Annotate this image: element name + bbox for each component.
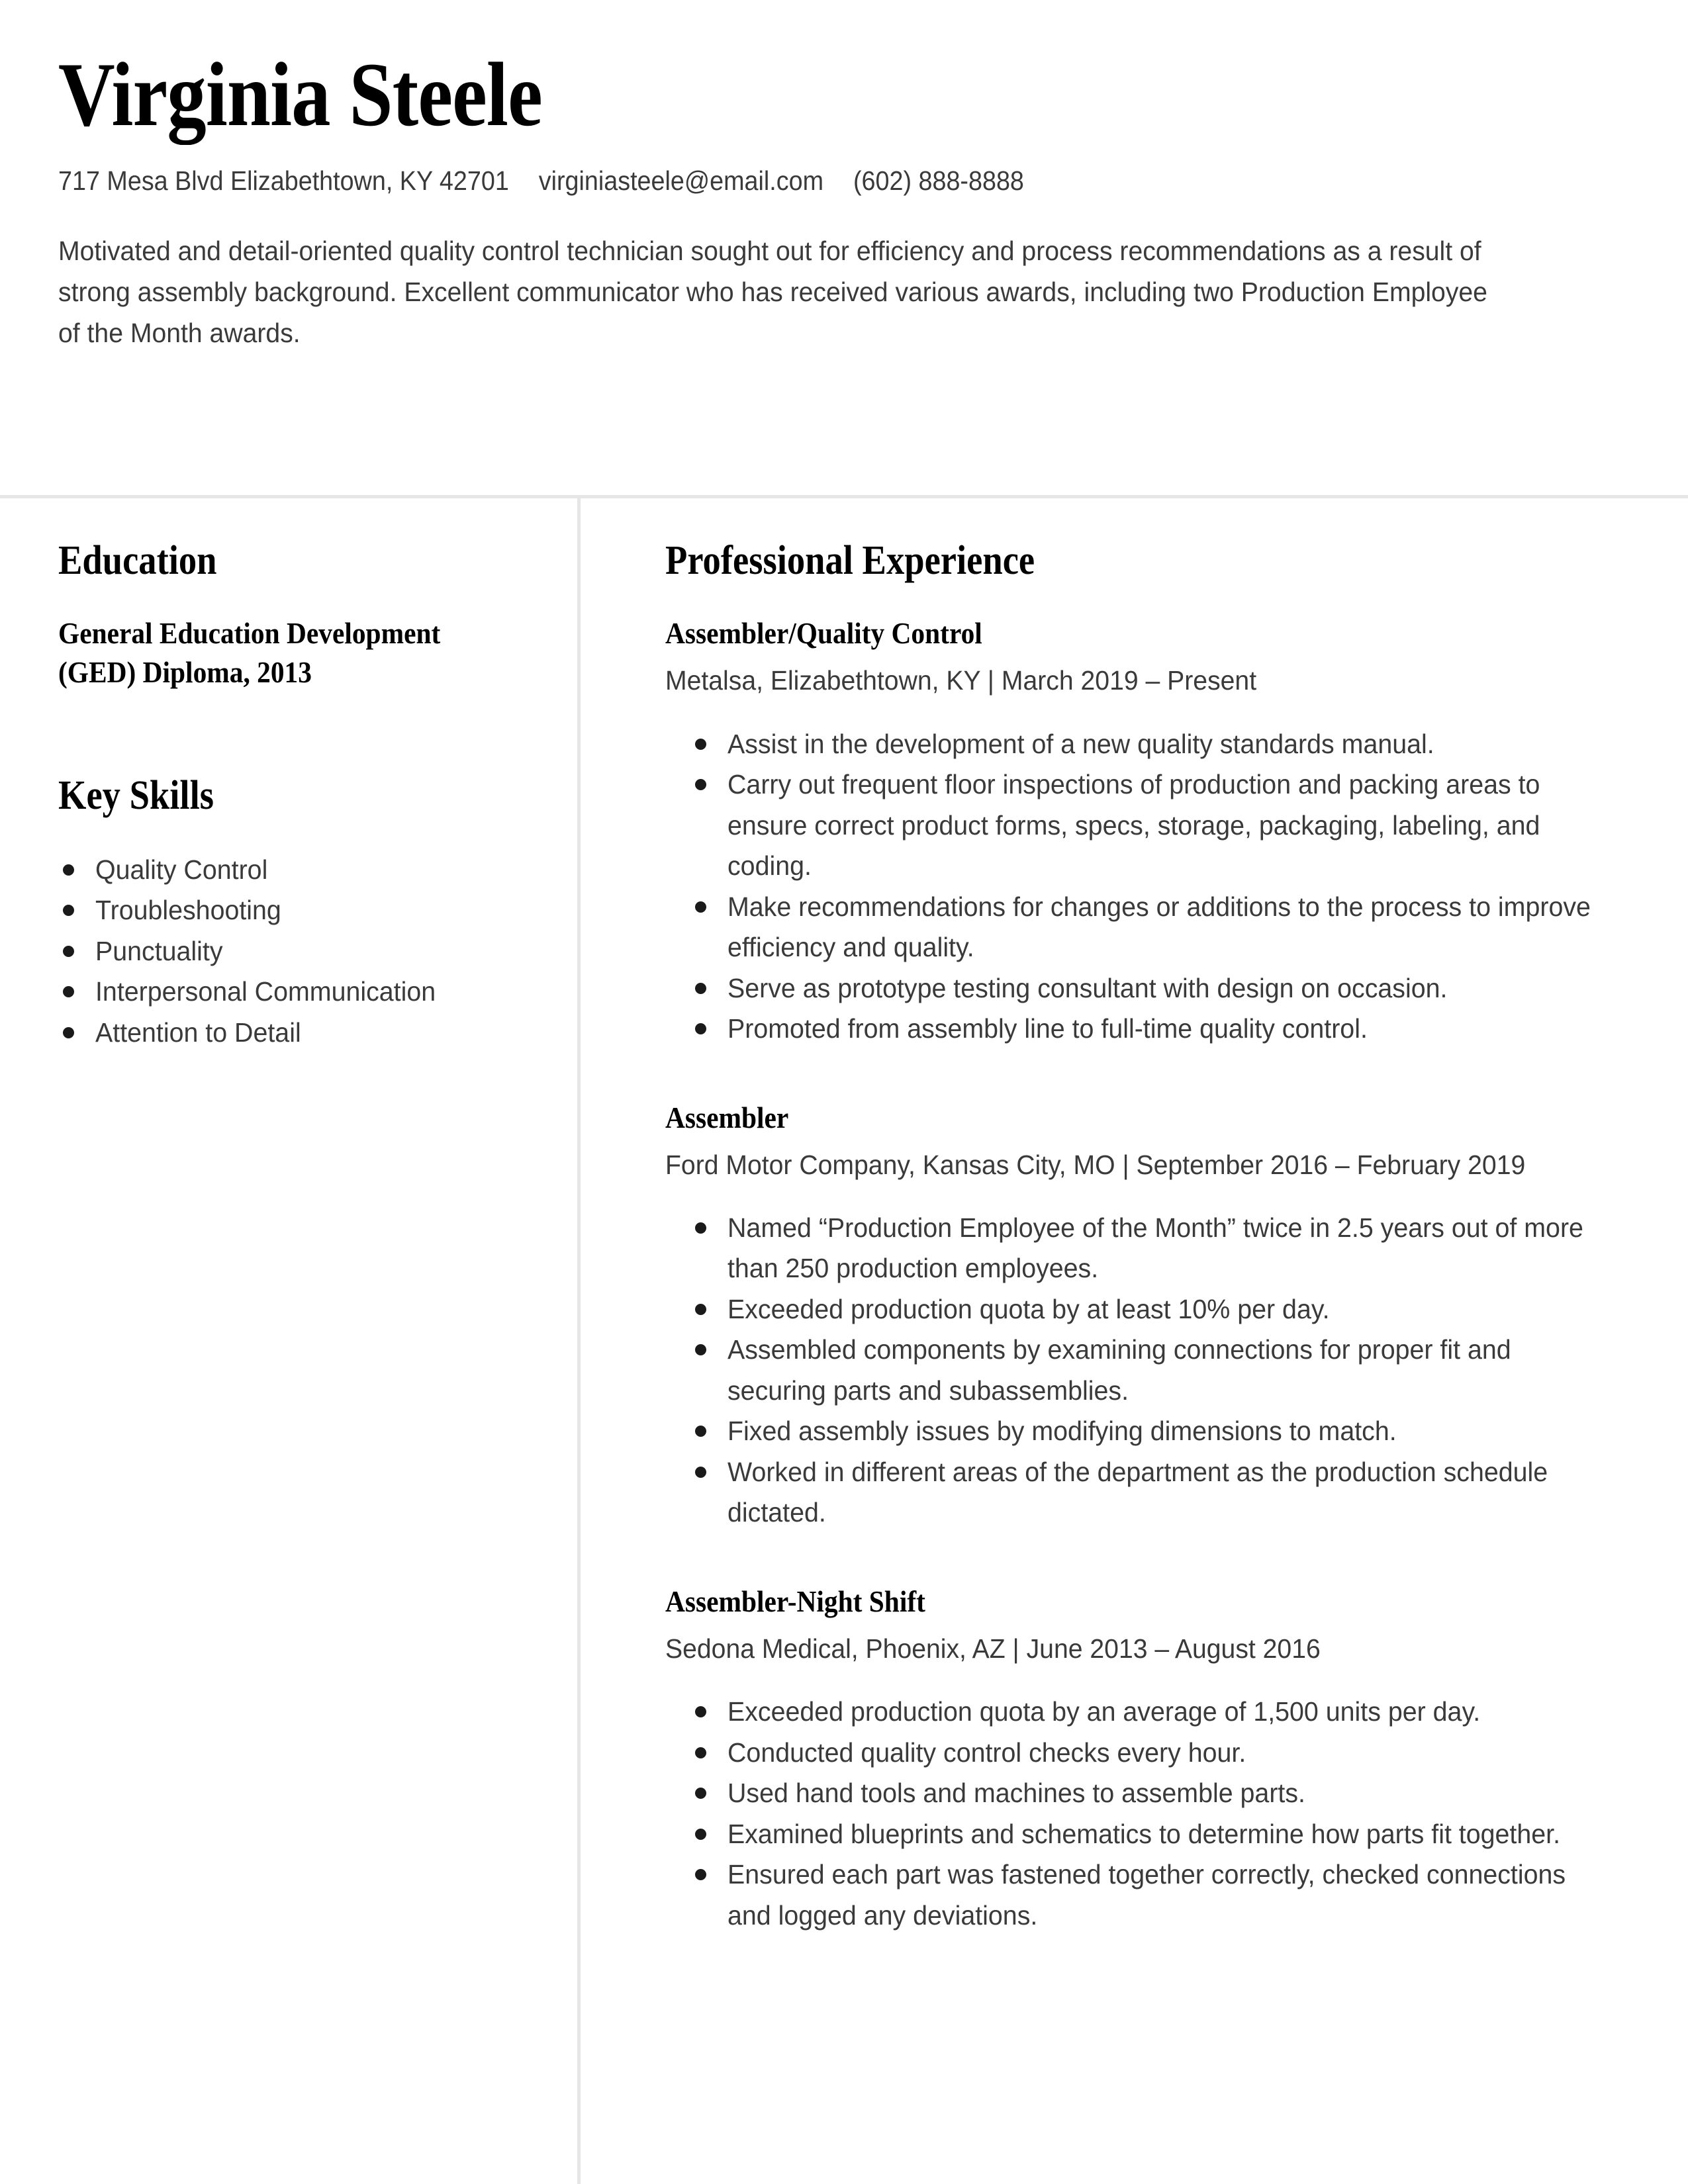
skill-label: Attention to Detail xyxy=(95,1017,301,1048)
contact-phone[interactable]: (602) 888-8888 xyxy=(853,165,1024,197)
list-item xyxy=(690,1411,1628,1452)
education-section xyxy=(58,538,531,692)
bullet-text: Fixed assembly issues by modifying dimensions to match. xyxy=(727,1416,1397,1447)
experience-entry xyxy=(665,1582,1628,1936)
list-item xyxy=(690,1773,1628,1814)
list-item xyxy=(690,968,1628,1009)
key-skills-heading: Key Skills xyxy=(58,773,214,819)
list-item xyxy=(690,1208,1628,1289)
list-item xyxy=(690,1692,1628,1733)
skill-label: Interpersonal Communication xyxy=(95,976,436,1007)
bullet-text: Worked in different areas of the department as the production schedule dictated. xyxy=(727,1456,1548,1528)
list-item xyxy=(690,1009,1628,1050)
list-item xyxy=(690,724,1628,765)
bullet-text: Named “Production Employee of the Month” twice in 2.5 years out of more than 250 production employees. xyxy=(727,1212,1583,1284)
list-item xyxy=(58,850,531,891)
bullet-text: Examined blueprints and schematics to determine how parts fit together. xyxy=(727,1818,1561,1849)
key-skills-list xyxy=(58,850,531,1054)
bullet-text: Exceeded production quota by an average of 1,500 units per day. xyxy=(727,1696,1481,1727)
job-bullet-list xyxy=(665,1692,1628,1936)
list-item xyxy=(690,1452,1628,1533)
experience-entry xyxy=(665,614,1628,1049)
skill-label: Punctuality xyxy=(95,935,223,966)
job-bullet-list xyxy=(665,1208,1628,1533)
bullet-text: Carry out frequent floor inspections of production and packing areas to ensure correct product forms, specs, storage, packaging, labeling, and coding. xyxy=(727,769,1540,882)
right-column xyxy=(577,498,1688,1936)
experience-entry xyxy=(665,1099,1628,1533)
list-item xyxy=(690,764,1628,887)
contact-address: 717 Mesa Blvd Elizabethtown, KY 42701 xyxy=(58,165,509,197)
professional-summary: Motivated and detail-oriented quality control technician sought out for efficiency and process recommendations as a result of strong assembly background. Excellent communicator who has received various awards, including two Production Employee of the Month awards. xyxy=(58,235,1487,349)
key-skills-section xyxy=(58,773,531,1053)
bullet-text: Used hand tools and machines to assemble parts. xyxy=(727,1778,1305,1809)
left-column xyxy=(0,498,577,1053)
job-meta: Sedona Medical, Phoenix, AZ | June 2013 – August 2016 xyxy=(665,1633,1321,1664)
list-item xyxy=(690,1814,1628,1855)
job-title: Assembler-Night Shift xyxy=(665,1584,925,1618)
job-title: Assembler xyxy=(665,1100,789,1134)
skill-label: Quality Control xyxy=(95,854,268,885)
section-spacer xyxy=(58,692,531,773)
education-heading: Education xyxy=(58,538,217,583)
job-bullet-list xyxy=(665,724,1628,1050)
list-item xyxy=(58,890,531,931)
resume-body xyxy=(0,498,1688,1936)
job-meta: Metalsa, Elizabethtown, KY | March 2019 – Present xyxy=(665,665,1257,696)
bullet-text: Exceeded production quota by at least 10% per day. xyxy=(727,1293,1330,1324)
list-item xyxy=(690,1733,1628,1774)
experience-heading: Professional Experience xyxy=(665,538,1035,583)
resume-header xyxy=(0,0,1688,354)
contact-line xyxy=(58,163,1503,199)
bullet-text: Assist in the development of a new quality standards manual. xyxy=(727,728,1434,759)
skill-label: Troubleshooting xyxy=(95,895,281,926)
contact-email[interactable]: virginiasteele@email.com xyxy=(538,165,824,197)
list-item xyxy=(58,931,531,972)
job-meta: Ford Motor Company, Kansas City, MO | September 2016 – February 2019 xyxy=(665,1149,1526,1180)
education-entry: General Education Development (GED) Diploma, 2013 xyxy=(58,616,441,690)
bullet-text: Serve as prototype testing consultant with design on occasion. xyxy=(727,972,1448,1003)
full-name: Virginia Steele xyxy=(58,44,542,145)
bullet-text: Make recommendations for changes or additions to the process to improve efficiency and quality. xyxy=(727,891,1591,963)
list-item xyxy=(58,972,531,1013)
bullet-text: Promoted from assembly line to full-time quality control. xyxy=(727,1013,1368,1044)
list-item xyxy=(690,887,1628,968)
list-item xyxy=(690,1854,1628,1936)
bullet-text: Ensured each part was fastened together correctly, checked connections and logged any deviations. xyxy=(727,1859,1566,1931)
job-title: Assembler/Quality Control xyxy=(665,616,982,651)
list-item xyxy=(690,1289,1628,1330)
bullet-text: Conducted quality control checks every hour. xyxy=(727,1737,1246,1768)
list-item xyxy=(690,1330,1628,1411)
bullet-text: Assembled components by examining connections for proper fit and securing parts and subassemblies. xyxy=(727,1334,1511,1406)
list-item xyxy=(58,1013,531,1054)
